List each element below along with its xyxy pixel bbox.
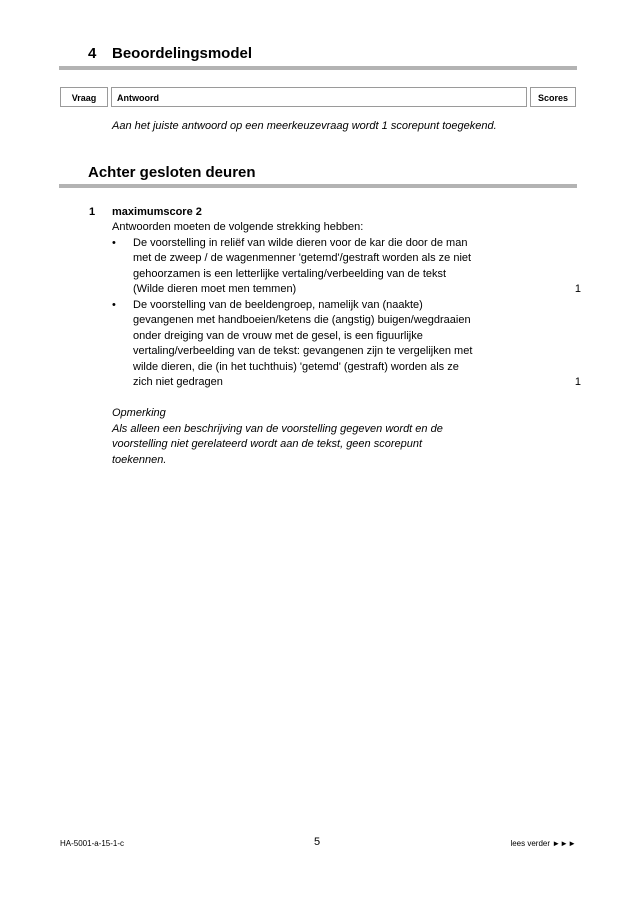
chapter-divider <box>59 66 577 70</box>
header-label-question: Vraag <box>71 93 97 103</box>
bullet-score: 1 <box>574 376 581 388</box>
bullet-line: De voorstelling in reliëf van wilde dieren voor de kar die door de man <box>133 237 468 249</box>
bullet-line: De voorstelling van de beeldengroep, namelijk van (naakte) <box>133 299 423 311</box>
bullet-line: zich niet gedragen <box>133 376 223 389</box>
remark-line: voorstelling niet gerelateerd wordt aan de tekst, geen scorepunt <box>112 438 423 451</box>
bullet-line: vertaling/verbeelding van de tekst: gevangenen zijn te vergelijken met <box>133 345 473 358</box>
remark-line: Als alleen een beschrijving van de voorstelling gegeven wordt en de <box>112 423 443 435</box>
bullet-score: 1 <box>574 283 581 295</box>
header-cell-question <box>60 87 108 107</box>
header-cell-scores <box>530 87 576 107</box>
continue-label: lees verder ►►► <box>510 839 576 848</box>
page-number: 5 <box>314 836 321 848</box>
footer-code: HA-5001-a-15-1-c <box>60 839 125 848</box>
question-number: 1 <box>89 206 96 218</box>
chapter-number: 4 <box>88 45 97 62</box>
chapter-title: Beoordelingsmodel <box>112 45 253 62</box>
bullet-line: onder dreiging van de vrouw met de gesel, is een figuurlijke <box>133 329 423 342</box>
header-label-answer: Antwoord <box>117 93 159 103</box>
header-label-scores: Scores <box>537 93 569 103</box>
section-title: Achter gesloten deuren <box>88 164 256 181</box>
bullet-line: gehoorzamen is een letterlijke vertaling/verbeelding van de tekst <box>133 267 447 280</box>
answer-lead: Antwoorden moeten de volgende strekking hebben: <box>112 221 364 233</box>
bullet-icon: • <box>112 299 116 311</box>
bullet-text <box>133 236 533 298</box>
remark-label: Opmerking <box>112 407 166 419</box>
section-divider <box>59 184 577 188</box>
bullet-line: met de zweep / de wagenmenner 'getemd'/gestraft worden als ze niet <box>133 252 472 265</box>
max-score: maximumscore 2 <box>112 206 202 218</box>
answer-bullet <box>112 298 582 391</box>
bullet-line: wilde dieren, die (in het tuchthuis) 'getemd' (gestraft) worden als ze <box>133 360 459 373</box>
remark-line: toekennen. <box>112 453 167 466</box>
bullet-line: (Wilde dieren moet men temmen) <box>133 283 297 296</box>
bullet-icon: • <box>112 237 116 249</box>
answer-bullet <box>112 236 582 298</box>
remark-text <box>112 422 532 468</box>
intro-note: Aan het juiste antwoord op een meerkeuzevraag wordt 1 scorepunt toegekend. <box>112 120 497 132</box>
bullet-line: gevangenen met handboeien/ketens die (angstig) buigen/wegdraaien <box>133 314 471 327</box>
header-cell-answer <box>111 87 527 107</box>
bullet-text <box>133 298 533 390</box>
